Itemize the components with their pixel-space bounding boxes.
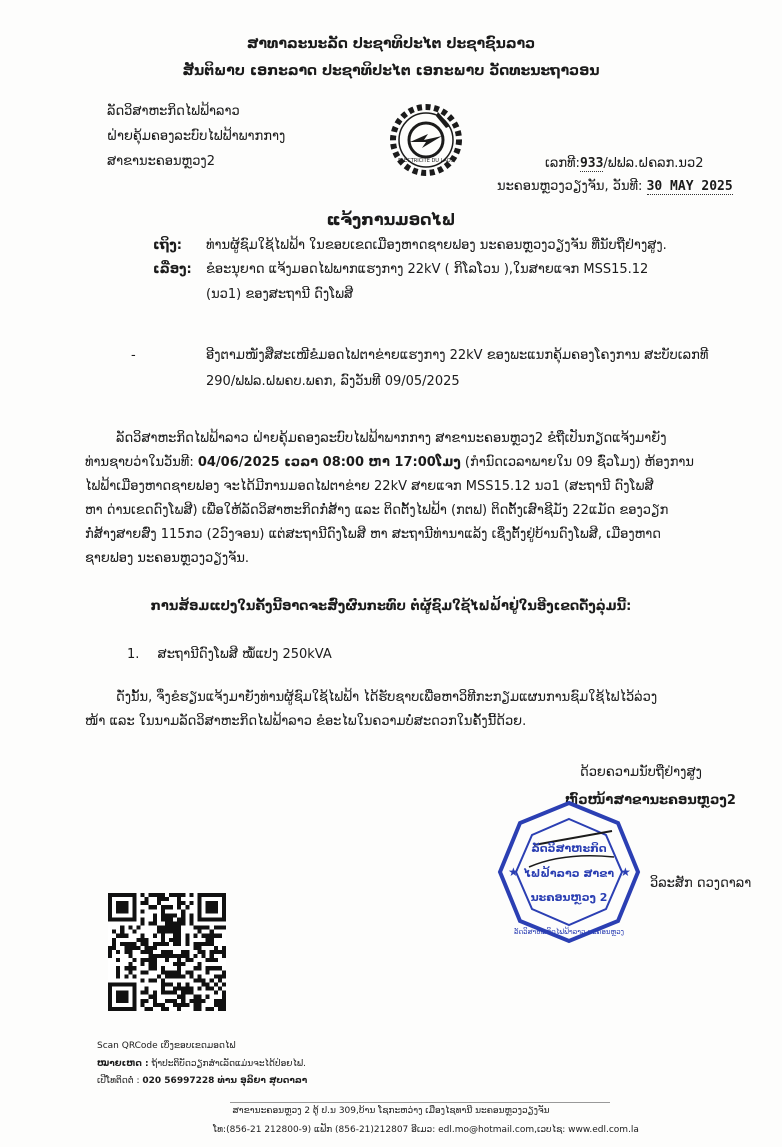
note-label: ໝາຍເຫດ : [97, 1059, 149, 1069]
footer-contact [97, 1076, 307, 1086]
affected-item-text: ສະຖານີດົງໂພສີ ໝໍ້ແປງ 250kVA [157, 647, 332, 662]
doc-number-value: 933 [579, 156, 604, 171]
document-number [545, 156, 703, 171]
reference-line-1: ອີງຕາມໜັງສືສະເໜີຂໍມອດໄຟຕາຂ່າຍແຮງກາງ 22kV ຂອງພະແນກຄຸ້ມຄອງໂຄງການ ສະບັບເລກທີ [206, 348, 709, 363]
doc-date-stamp: 30 MAY 2025 [646, 179, 733, 194]
reference-line-2: 290/ຟຟລ.ຝພຄບ.ພຄກ, ລົງວັນທີ 09/05/2025 [206, 374, 460, 389]
phone-value: (856-21 212800-9) ແຟັກ (856-21)212807 ອີເມວ: edl.mo@hotmail.com,ເວບໄຊ: www.edl.com.la [226, 1125, 639, 1135]
closing-line-2: ໜ້າ ແລະ ໃນນາມລັດວິສາຫະກິດໄຟຟ້າລາວ ຂໍອະໄພໃນຄວາມບໍ່ສະດວກໃນຄັ້ງນີ້ດ້ວຍ. [85, 714, 527, 729]
subject-label: ເລື່ອງ: [153, 262, 192, 277]
org-branch: ສາຂານະຄອນຫຼວງ2 [107, 154, 215, 169]
org-name: ລັດວິສາຫະກິດໄຟຟ້າລາວ [107, 104, 240, 119]
org-division: ຝ່າຍຄຸ້ມຄອງລະບົບໄຟຟ້າພາກກາງ [107, 129, 286, 144]
stamp-text-bottom: ນະຄອນຫຼວງ 2 [530, 891, 608, 904]
footer-note [97, 1059, 306, 1069]
to-label: ເຖິງ: [153, 238, 183, 253]
doc-place-label: ນະຄອນຫຼວງວຽງຈັນ, ວັນທີ: [497, 179, 643, 194]
affected-item [127, 647, 332, 662]
signer-role: ຫົວໜ້າສາຂານະຄອນຫຼວງ2 [565, 793, 736, 808]
doc-number-label: ເລກທີ: [545, 156, 580, 171]
doc-number-suffix: /ຟຟລ.ຝຄລກ.ນວ2 [603, 156, 704, 171]
phone-label: ໂທ: [213, 1125, 227, 1135]
qr-code[interactable] [108, 893, 226, 1011]
notice-title: ແຈ້ງການມອດໄຟ [326, 210, 456, 229]
outage-time: 04/06/2025 ເວລາ 08:00 ຫາ 17:00ໂມງ [197, 455, 461, 470]
stamp-star-right: ★ [620, 865, 631, 879]
signer-name: ວິລະສັກ ດວງດາລາ [650, 876, 752, 891]
closing-paragraph [85, 686, 700, 734]
to-text: ທ່ານຜູ້ຊົມໃຊ້ໄຟຟ້າ ໃນຂອບເຂດເມືອງຫາດຊາຍຟອງ ນະຄອນຫຼວງວຽງຈັນ ທີ່ນັບຖືຢ່າງສູງ. [206, 238, 667, 253]
stamp-star-left: ★ [508, 865, 519, 879]
edl-logo [388, 102, 464, 178]
main-line-2 [85, 451, 700, 475]
main-line-6: ຊາຍຟອງ ນະຄອນຫຼວງວຽງຈັນ. [85, 551, 250, 566]
footer-divider [230, 1102, 610, 1103]
main-line-1: ລັດວິສາຫະກິດໄຟຟ້າລາວ ຝ່າຍຄຸ້ມຄອງລະບົບໄຟຟ້າພາກກາງ ສາຂານະຄອນຫຼວງ2 ຂໍຖືເປັນກຽດແຈ້ງມາຍັງ [116, 431, 667, 446]
stamp-text-top: ລັດວິສາຫະກິດ [531, 842, 607, 855]
main-paragraph [85, 427, 700, 571]
document-date [497, 179, 733, 194]
logo-text: ELECTRICITE DU LAOS [398, 158, 454, 164]
footer-phone [213, 1125, 639, 1135]
main-line-4: ຫາ ດ່ານເຂດດົງໂພສີ) ເພື່ອໃຫ້ລັດວິສາຫະກິດກໍ່ສ້າງ ແລະ ຕິດຕັ້ງໄຟຟ້າ (ກຕຟ) ຕິດຕັ້ງເສົາຊີມັງ 22ແມັດ ຂອງວຽກ [85, 503, 669, 518]
official-stamp [494, 797, 644, 947]
reference-bullet: - [131, 348, 136, 363]
respect-closing: ດ້ວຍຄວາມນັບຖືຢ່າງສູງ [580, 765, 702, 780]
affected-item-num: 1. [127, 647, 140, 662]
stamp-text-mid: ໄຟຟ້າລາວ ສາຂາ [523, 867, 615, 880]
main-line-2-c: (ກໍານົດເວລາພາຍໃນ 09 ຊົ່ວໂມງ) ຫ້ອງການ [460, 455, 694, 470]
stamp-ring-text: ລັດວິສາຫະກິດໄຟຟ້າລາວ ນະຄອນຫຼວງ [513, 928, 625, 936]
main-line-5: ກໍ່ສ້າງສາຍສົ່ງ 115ກວ (2ວົງຈອນ) ແຕ່ສະຖານີດົງໂພສີ ຫາ ສະຖານີທ່ານາແລ້ງ ເຊິ່ງຕັ້ງຢູ່ບ້ານດົງໂພສີ, ເມືອງຫາດ [85, 527, 661, 542]
nation-motto: ສັນຕິພາບ ເອກະລາດ ປະຊາທິປະໄຕ ເອກະພາບ ວັດທະນະຖາວອນ [182, 63, 600, 79]
subject-line-1: ຂໍອະນຸຍາດ ແຈ້ງມອດໄຟພາກແຮງກາງ 22kV ( ກິໂລໂວນ ),ໃນສາຍແຈກ MSS15.12 [206, 262, 649, 277]
contact-text: 020 56997228 ທ່ານ ອຸລິຍາ ສຸບດາລາ [142, 1076, 308, 1086]
nation-title: ສາທາລະນະລັດ ປະຊາທິປະໄຕ ປະຊາຊົນລາວ [246, 36, 536, 52]
contact-label: ເປີໂທຕິດຕໍ່ : [97, 1076, 143, 1086]
note-text: ຖ້າປະຕິບັດວຽກສໍາເລັດແມ່ນຈະໄດ້ປ່ອຍໄຟ. [151, 1059, 306, 1069]
main-line-3: ໄຟຟ້າເມືອງຫາດຊາຍຟອງ ຈະໄດ້ມີການມອດໄຟຕາຂ່າຍ 22kV ສາຍແຈກ MSS15.12 ນວ1 (ສະຖານີ ດົງໂພສີ [85, 479, 654, 494]
subject-line-2: (ນວ1) ຂອງສະຖານີ ດົງໂພສີ [206, 287, 354, 302]
closing-line-1: ດັ່ງນັ້ນ, ຈຶ່ງຂໍຮຽນແຈ້ງມາຍັງທ່ານຜູ້ຊົມໃຊ້ໄຟຟ້າ ໄດ້ຮັບຊາບເພື່ອຫາວິທີກະກຽມແຜນການຊົມໃຊ້ໄຟໄວ້ລ່ວງ [116, 690, 658, 705]
affected-heading: ການສ້ອມແປງໃນຄັ້ງນີ້ອາດຈະສົ່ງຜົນກະທົບ ຕໍ່ຜູ້ຊົມໃຊ້ໄຟຟ້າຢູ່ໃນອີງເຂດດັ່ງລຸ່ມນີ້: [150, 599, 632, 614]
qr-caption: Scan QRCode ເບິ່ງຂອບເຂດມອດໄຟ [97, 1041, 236, 1051]
main-line-2-a: ທ່ານຊາບວ່າໃນວັນທີ: [85, 455, 198, 470]
footer-address: ສາຂານະຄອນຫຼວງ 2 ຕູ້ ປ.ນ 309,ບ້ານ ໂຊກະຫວ່າງ ເມືອງໄຊທານີ ນະຄອນຫຼວງວຽງຈັນ [232, 1106, 550, 1116]
